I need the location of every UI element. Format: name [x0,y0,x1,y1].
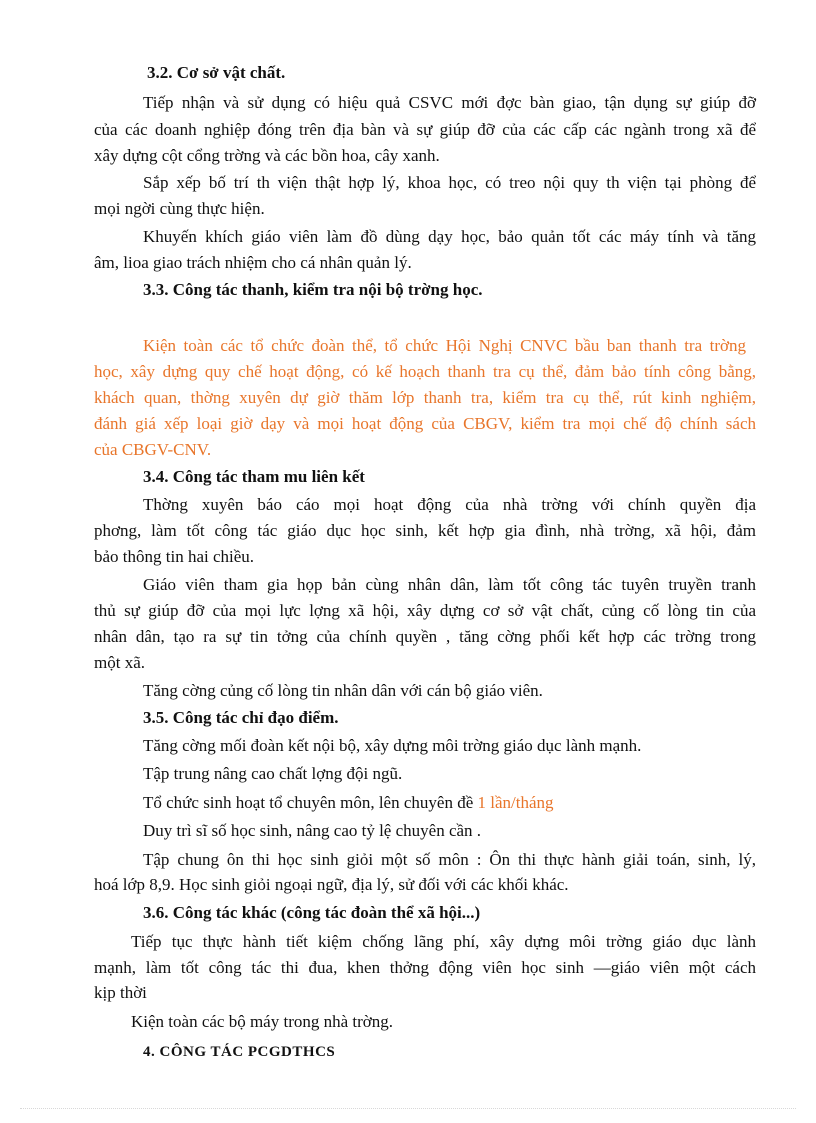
paragraph-line: hoá lớp 8,9. Học sinh giỏi ngoại ngữ, địa lý, sử đối với các khối khác. [94,875,569,894]
paragraph-line: đánh giá xếp loại giờ dạy và mọi hoạt động của CBGV, kiểm tra mọi chế độ chính sách [94,414,756,433]
paragraph-line: Duy trì sĩ số học sinh, nâng cao tỷ lệ chuyên cần . [143,821,482,840]
paragraph-line: xây dựng cột cổng trờng và các bồn hoa, cây xanh. [94,146,440,165]
heading-3-5: 3.5. Công tác chỉ đạo điểm. [143,708,339,727]
paragraph-line: học, xây dựng quy chế hoạt động, có kế hoạch thanh tra cụ thể, đảm bảo tính công bằng, [94,362,756,381]
paragraph-line: một xã. [94,653,145,672]
paragraph-line: Tiếp nhận và sử dụng có hiệu quả CSVC mới đợc bàn giao, tận dụng sự giúp đỡ [143,93,756,112]
heading-3-4: 3.4. Công tác tham mu liên kết [143,467,365,486]
paragraph-line: Giáo viên tham gia họp bản cùng nhân dân, làm tốt công tác tuyên truyền tranh [143,575,756,594]
paragraph-text: Tổ chức sinh hoạt tổ chuyên môn, lên chuyên đề [143,793,478,812]
paragraph-line: âm, lioa giao trách nhiệm cho cá nhân quản lý. [94,253,412,272]
paragraph-line: thủ sự giúp đỡ của mọi lực lợng xã hội, xây dựng cơ sở vật chất, củng cố lòng tin của [94,601,756,620]
paragraph-line: Kiện toàn các bộ máy trong nhà trờng. [131,1012,394,1031]
heading-3-2: 3.2. Cơ sở vật chất. [147,63,286,82]
paragraph-line: của các doanh nghiệp đóng trên địa bàn và sự giúp đỡ của các cấp các ngành trong xã để [94,120,756,139]
paragraph-line: nhân dân, tạo ra sự tin tởng của chính quyền , tăng cờng phối kết hợp các trờng trong [94,627,756,646]
paragraph-line [143,792,554,814]
paragraph-line: Tăng cờng củng cố lòng tin nhân dân với cán bộ giáo viên. [143,681,543,700]
paragraph-line: mọi ngời cùng thực hiện. [94,199,265,218]
paragraph-line: khách quan, thờng xuyên dự giờ thăm lớp thanh tra, kiểm tra cụ thể, rút kinh nghiệm, [94,388,756,407]
paragraph-line: Tập trung nâng cao chất lợng đội ngũ. [143,764,403,783]
paragraph-line: kịp thời [94,983,147,1002]
paragraph-line: mạnh, làm tốt công tác thi đua, khen thởng động viên học sinh —giáo viên một cách [94,958,756,977]
paragraph-line: Khuyến khích giáo viên làm đồ dùng dạy học, bảo quản tốt các máy tính và tăng [143,227,756,246]
paragraph-line: Thờng xuyên báo cáo mọi hoạt động của nhà trờng với chính quyền địa [143,495,756,514]
paragraph-line: phơng, làm tốt công tác giáo dục học sinh, kết hợp gia đình, nhà trờng, xã hội, đảm [94,521,756,540]
paragraph-line: Kiện toàn các tổ chức đoàn thể, tổ chức Hội Nghị CNVC bầu ban thanh tra trờng [143,336,746,355]
heading-3-6: 3.6. Công tác khác (công tác đoàn thể xã hội...) [143,903,481,922]
page-bottom-divider [20,1108,796,1109]
paragraph-line: bảo thông tin hai chiều. [94,547,255,566]
heading-3-3: 3.3. Công tác thanh, kiểm tra nội bộ trờng học. [143,280,483,299]
heading-4: 4. CÔNG TÁC PCGDTHCS [143,1044,336,1060]
paragraph-line: Tập chung ôn thi học sinh giỏi một số môn : Ôn thi thực hành giải toán, sinh, lý, [143,850,756,869]
paragraph-line: Sắp xếp bố trí th viện thật hợp lý, khoa học, có treo nội quy th viện tại phòng để [143,173,756,192]
paragraph-line: Tiếp tục thực hành tiết kiệm chống lãng phí, xây dựng môi trờng giáo dục lành [131,932,756,951]
paragraph-line: Tăng cờng mối đoàn kết nội bộ, xây dựng môi trờng giáo dục lành mạnh. [143,736,642,755]
paragraph-line: của CBGV-CNV. [94,440,212,459]
highlighted-frequency: 1 lần/tháng [477,793,554,812]
